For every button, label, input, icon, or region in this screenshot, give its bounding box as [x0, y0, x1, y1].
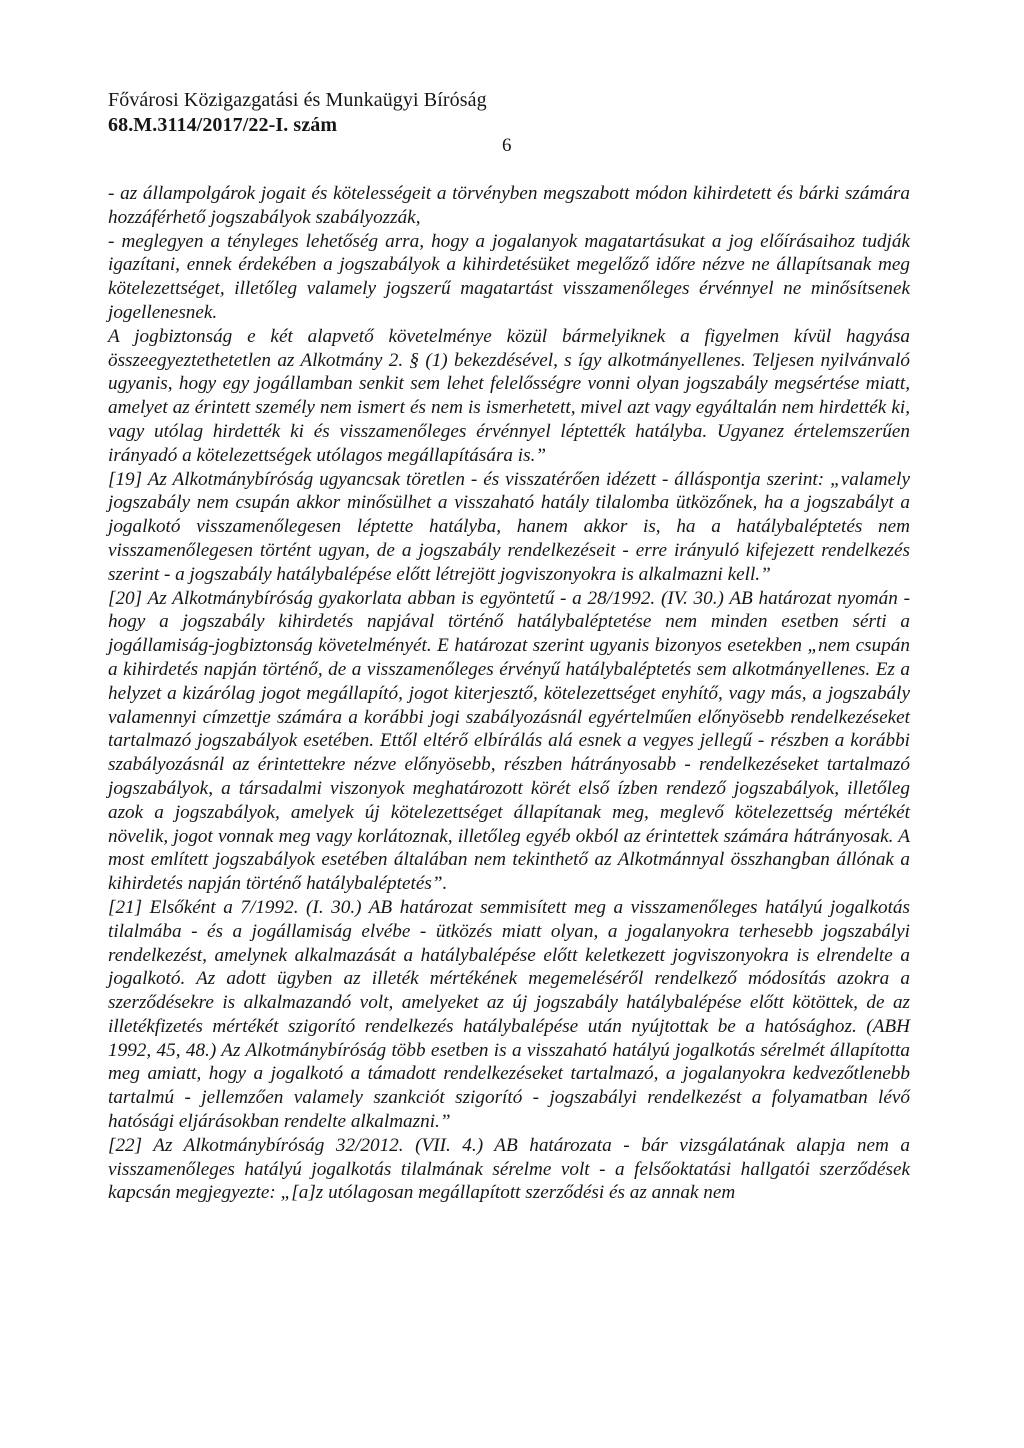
paragraph-21: [21] Elsőként a 7/1992. (I. 30.) AB határozat semmisített meg a visszamenőleges hatályú jogalkotás tilalmába - és a jogállamiság elvébe - ütközés miatt olyan, a jogalanyokra terhesebb jogszabályi rendelkezést, amelynek alkalmazását a hatálybalépése előtt keletkezett jogviszonyokra is elrendelte a jogalkotó. Az adott ügyben az illeték mértékének megemeléséről rendelkező módosítás azokra a szerződésekre is alkalmazandó volt, amelyeket az új jogszabály hatálybalépése előtt kötöttek, de az illetékfizetés mértékét szigorító rendelkezés hatálybalépése után nyújtottak be a hatósághoz. (ABH 1992, 45, 48.) Az Alkotmánybíróság több esetben is a visszaható hatályú jogalkotás sérelmét állapította meg amiatt, hogy a jogalkotó a támadott rendelkezéseket tartalmazó, a jogalanyokra kedvezőtlenebb tartalmú - jellemzően valamely szankciót szigorító - jogszabályi rendelkezést a folyamatban lévő hatósági eljárásokban rendelte alkalmazni.”	[108, 896, 910, 1133]
document-body	[108, 182, 910, 1205]
paragraph-list-item-2: - meglegyen a tényleges lehetőség arra, hogy a jogalanyok magatartásukat a jog előírásaihoz tudják igazítani, ennek érdekében a jogszabályok a kihirdetésüket megelőző időre nézve ne állapítsanak meg kötelezettséget, illetőleg valamely jogszerű magatartást visszamenőleges érvénnyel ne minősítsenek jogellenesnek.	[108, 230, 910, 323]
paragraph-19: [19] Az Alkotmánybíróság ugyancsak töretlen - és visszatérően idézett - álláspontja szerint: „valamely jogszabály nem csupán akkor minősülhet a visszaható hatály tilalomba ütközőnek, ha a jogszabályt a jogalkotó visszamenőlegesen léptette hatályba, hanem akkor is, ha a hatálybaléptetés nem visszamenőlegesen történt ugyan, de a jogszabály rendelkezéseit - erre irányuló kifejezett rendelkezés szerint - a jogszabály hatálybalépése előtt létrejött jogviszonyokra is alkalmazni kell.”	[108, 468, 910, 585]
paragraph-list-item-1: - az állampolgárok jogait és kötelességeit a törvényben megszabott módon kihirdetett és bárki számára hozzáférhető jogszabályok szabályozzák,	[108, 183, 910, 228]
court-name: Fővárosi Közigazgatási és Munkaügyi Bíróság	[108, 89, 487, 111]
case-number: 68.M.3114/2017/22-I. szám	[108, 114, 338, 136]
page-number: 6	[502, 135, 512, 156]
paragraph-20: [20] Az Alkotmánybíróság gyakorlata abban is egyöntetű - a 28/1992. (IV. 30.) AB határozat nyomán - hogy a jogszabály kihirdetés napjával történő hatálybaléptetése nem minden esetben sérti a jogállamiság-jogbiztonság követelményét. E határozat szerint ugyanis bizonyos esetekben „nem csupán a kihirdetés napján történő, de a visszamenőleges érvényű hatálybaléptetés sem alkotmányellenes. Ez a helyzet a kizárólag jogot megállapító, jogot kiterjesztő, kötelezettséget enyhítő, vagy más, a jogszabály valamennyi címzettje számára a korábbi jogi szabályozásnál egyértelműen előnyösebb rendelkezéseket tartalmazó jogszabályok esetében. Ettől eltérő elbírálás alá esnek a vegyes jellegű - részben a korábbi szabályozásnál az érintettekre nézve előnyösebb, részben hátrányosabb - rendelkezéseket tartalmazó jogszabályok, a társadalmi viszonyok meghatározott körét első ízben rendező jogszabályok, illetőleg azok a jogszabályok, amelyek új kötelezettséget állapítanak meg, meglevő kötelezettség mértékét növelik, jogot vonnak meg vagy korlátoznak, illetőleg egyéb okból az érintettek számára hátrányosak. A most említett jogszabályok esetében általában nem tekinthető az Alkotmánnyal összhangban állónak a kihirdetés napján történő hatálybaléptetés”.	[108, 587, 910, 895]
paragraph-22: [22] Az Alkotmánybíróság 32/2012. (VII. 4.) AB határozata - bár vizsgálatának alapja nem a visszamenőleges hatályú jogalkotás tilalmának sérelme volt - a felsőoktatási hallgatói szerződések kapcsán megjegyezte: „[a]z utólagosan megállapított szerződési és az annak nem	[108, 1134, 910, 1204]
paragraph-legal-certainty: A jogbiztonság e két alapvető követelménye közül bármelyiknek a figyelmen kívül hagyása összeegyeztethetetlen az Alkotmány 2. § (1) bekezdésével, s így alkotmányellenes. Teljesen nyilvánvaló ugyanis, hogy egy jogállamban senkit sem lehet felelősségre vonni olyan jogszabály megsértése miatt, amelyet az érintett személy nem ismert és nem is ismerhetett, mivel azt vagy egyáltalán nem hirdették ki, vagy utólag hirdették ki és visszamenőleges érvénnyel léptették hatályba. Ugyanez értelemszerűen irányadó a kötelezettségek utólagos megállapítására is.”	[108, 325, 910, 466]
document-header	[108, 88, 487, 138]
